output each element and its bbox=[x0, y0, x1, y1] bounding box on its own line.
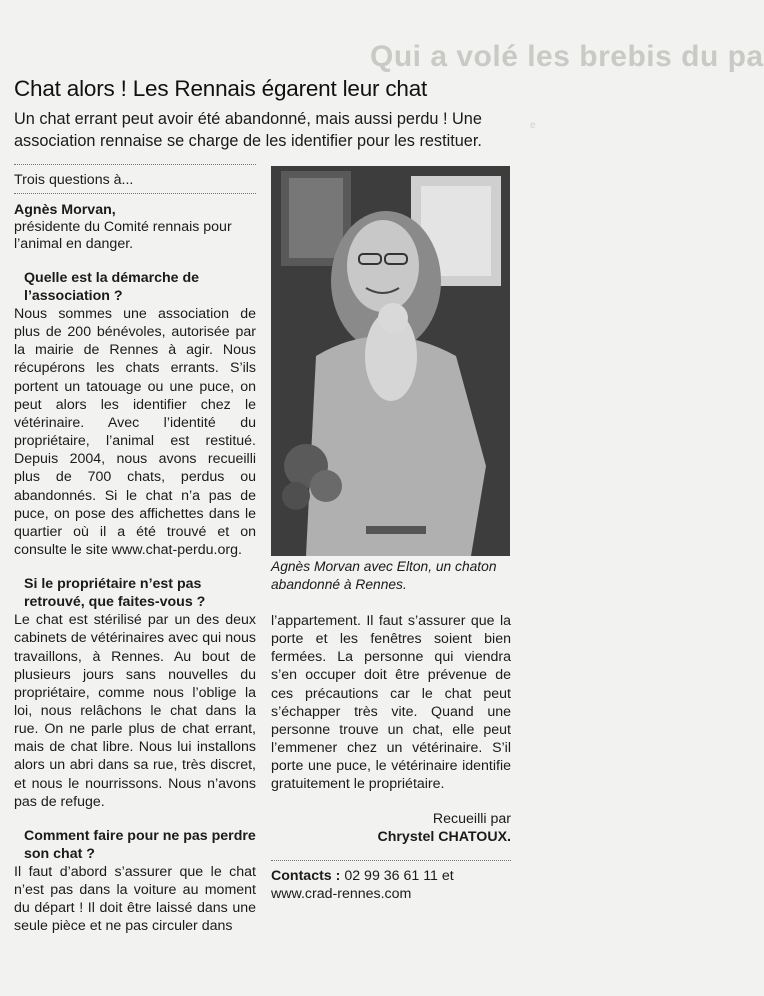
background-text-ghost: e bbox=[530, 120, 536, 131]
signoff-line-1: Recueilli par bbox=[432, 810, 511, 827]
question-2: Si le propriétaire n’est pas retrouvé, que faites-vous ? bbox=[24, 576, 206, 611]
divider bbox=[14, 193, 256, 194]
article-photo bbox=[271, 166, 510, 556]
question-1: Quelle est la démarche de l’association ? bbox=[24, 270, 200, 304]
article-lede: Un chat errant peut avoir été abandonné, mais aussi perdu ! Une association rennaise se charge de les identifier pour les restituer. bbox=[14, 110, 482, 150]
answer-3-part-1: Il faut d’abord s’assurer que le chat n’est pas dans la voiture au moment du départ ! Il doit être laissé dans une seule pièce et ne pas circuler dans bbox=[14, 863, 256, 935]
article bbox=[6, 66, 520, 996]
answer-2: Le chat est stérilisé par un des deux cabinets de vétérinaires avec qui nous travaillons, à Rennes. Au bout de plusieurs jours sans nouvelles du propriétaire, comme nous l’oblige la loi, nous relâchons le chat dans la rue. On ne parle plus de chat errant, mais de chat libre. Nous lui installons alors un abri dans sa rue, très discret, et nous le nourrissons. Nous n’avons pas de refuge. bbox=[14, 612, 256, 810]
article-title: Chat alors ! Les Rennais égarent leur chat bbox=[14, 76, 428, 101]
contact-details: 02 99 36 61 11 et www.crad-rennes.com bbox=[271, 867, 454, 902]
signoff bbox=[271, 810, 511, 846]
contact-info bbox=[271, 867, 511, 903]
divider bbox=[271, 860, 511, 861]
right-column bbox=[271, 612, 511, 903]
answer-3-part-2: l’appartement. Il faut s’assurer que la porte et les fenêtres soient bien fermées. La personne qui viendra s’en occuper doit être prévenue de ces précautions car le chat peut s’échapper très vite. Quand une personne trouve un chat, elle peut l’emmener chez un vétérinaire. S’il porte une puce, le vétérinaire identifie gratuitement le propriétaire. bbox=[271, 613, 511, 793]
background-headline-ghost: Qui a volé les brebis du pa bbox=[370, 40, 764, 73]
contact-label: Contacts : bbox=[271, 867, 341, 884]
interviewee-role: présidente du Comité rennais pour l’animal en danger. bbox=[14, 219, 232, 252]
left-column bbox=[14, 164, 256, 936]
answer-1: Nous sommes une association de plus de 200 bénévoles, autorisée par la mairie de Rennes à agir. Nous récupérons les chats errants. S’ils portent un tatouage ou une puce, on peut alors les identifier chez le vétérinaire. Avec l’identité du propriétaire, l’animal est restitué. Depuis 2004, nous avons recueilli plus de 700 chats, perdus ou abandonnés. Si le chat n’a pas de puce, on pose des affichettes dans le quartier où il a été trouvé et on consulte le site www.chat-perdu.org. bbox=[14, 306, 256, 559]
interview-kicker: Trois questions à... bbox=[14, 172, 134, 188]
photo-caption: Agnès Morvan avec Elton, un chaton abandonné à Rennes. bbox=[271, 559, 497, 592]
question-3: Comment faire pour ne pas perdre son chat ? bbox=[24, 827, 256, 862]
divider bbox=[14, 164, 256, 165]
journalist-name: Chrystel CHATOUX. bbox=[377, 828, 511, 845]
interviewee-name: Agnès Morvan, bbox=[14, 202, 116, 218]
photo-woman-with-kitten bbox=[271, 166, 510, 556]
